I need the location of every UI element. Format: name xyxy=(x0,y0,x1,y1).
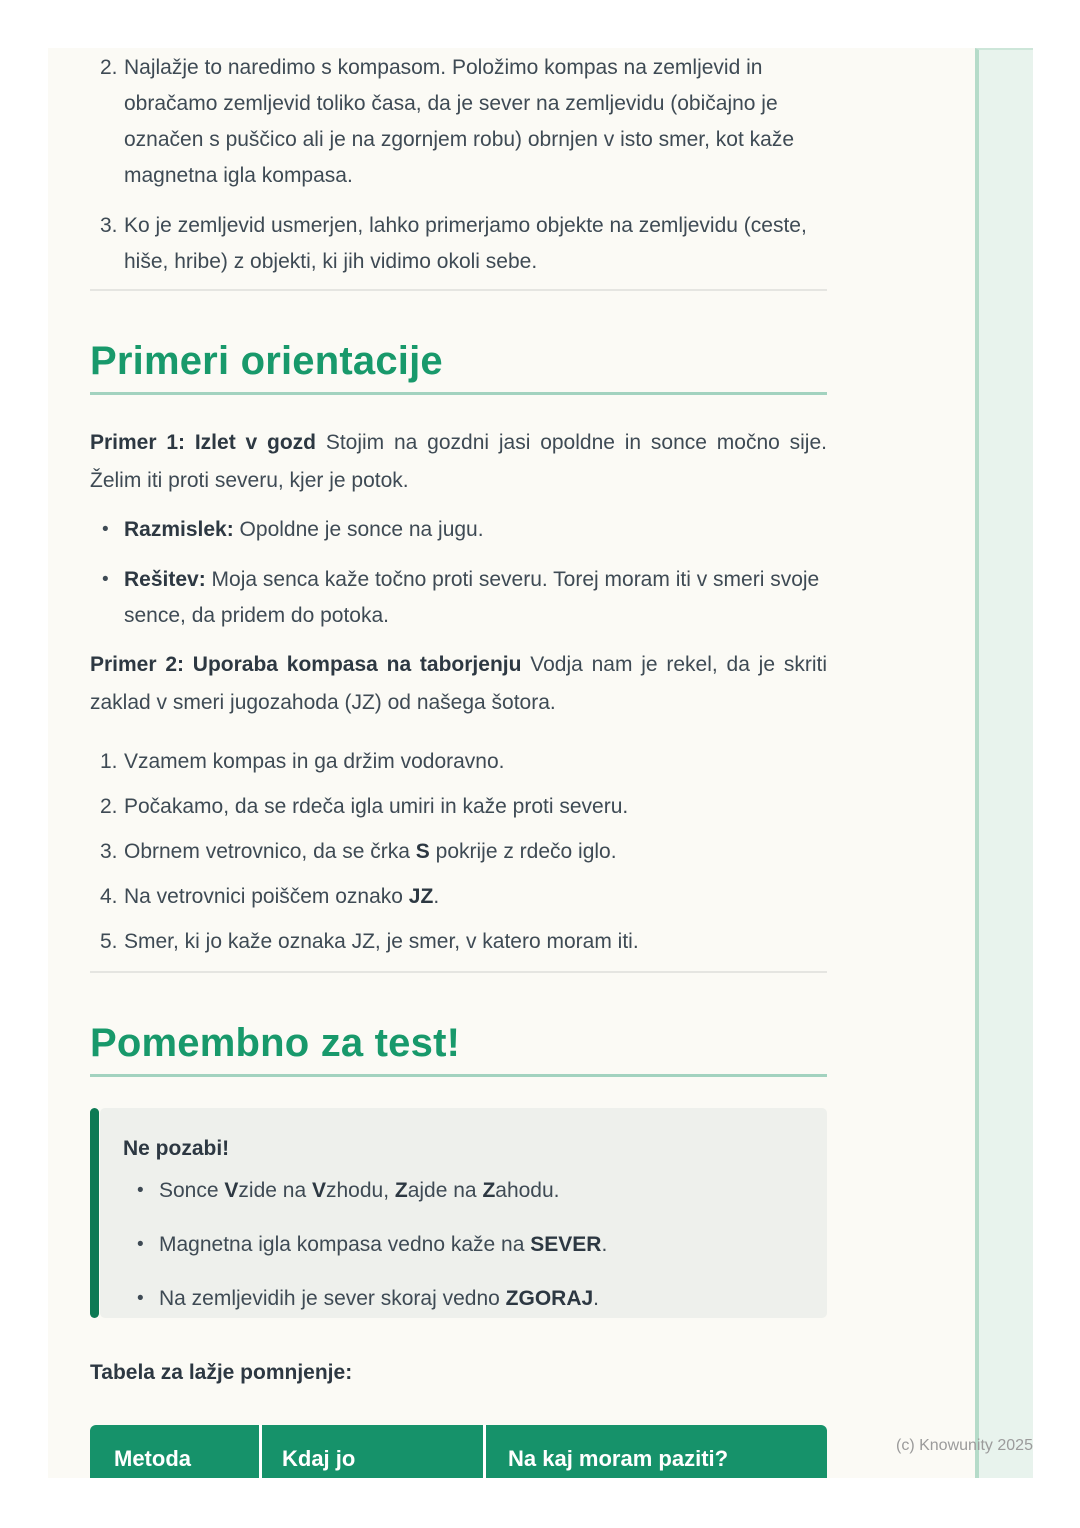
list-item xyxy=(90,789,827,825)
list-item-text: Na vetrovnici poiščem oznako JZ. xyxy=(124,885,440,908)
section-test-header xyxy=(90,1020,827,1077)
bullet-dot: • xyxy=(102,569,109,590)
list-item xyxy=(123,1228,797,1262)
heading-underline xyxy=(90,392,827,395)
list-item-text: Smer, ki jo kaže oznaka JZ, je smer, v katero moram iti. xyxy=(124,930,639,953)
callout-title: Ne pozabi! xyxy=(123,1137,230,1160)
list-marker: 4. xyxy=(100,885,118,908)
heading-underline xyxy=(90,1074,827,1077)
list-item xyxy=(90,834,827,870)
section-title-test: Pomembno za test! xyxy=(90,1021,461,1065)
list-item xyxy=(123,1282,797,1316)
list-item-text: Na zemljevidih je sever skoraj vedno ZGORAJ. xyxy=(159,1287,600,1310)
table-header-text: Kdaj jo xyxy=(282,1446,356,1471)
list-item-text: Najlažje to naredimo s kompasom. Položimo kompas na zemljevid in obračamo zemljevid toliko časa, da je sever na zemljevidu (običajno je označen s puščico ali je na zgornjem robu) obrnjen v isto smer, kot kaže magnetna igla kompasa. xyxy=(124,56,795,187)
table-header-cell-kdaj xyxy=(262,1425,486,1478)
list-item xyxy=(90,512,827,548)
bullet-dot: • xyxy=(137,1288,144,1309)
list-item-text: Sonce Vzide na Vzhodu, Zajde na Zahodu. xyxy=(159,1179,560,1202)
list-marker: 3. xyxy=(100,214,118,237)
list-item-text: Vzamem kompas in ga držim vodoravno. xyxy=(124,750,505,773)
list-item xyxy=(90,879,827,915)
list-item xyxy=(90,744,827,780)
list-marker: 2. xyxy=(100,56,118,79)
list-marker: 2. xyxy=(100,795,118,818)
list-item xyxy=(90,208,827,280)
callout-box xyxy=(100,1108,827,1318)
intro-ordered-list xyxy=(90,50,827,294)
bullet-dot: • xyxy=(102,519,109,540)
compass-steps-list xyxy=(90,744,827,969)
list-marker: 5. xyxy=(100,930,118,953)
next-page-edge-stripe xyxy=(975,48,1033,1478)
list-item-text: Počakamo, da se rdeča igla umiri in kaže proti severu. xyxy=(124,795,629,818)
example2-paragraph: Primer 2: Uporaba kompasa na taborjenju Vodja nam je rekel, da je skriti zaklad v smeri jugozahoda (JZ) od našega šotora. xyxy=(90,653,827,714)
list-marker: 3. xyxy=(100,840,118,863)
example1-paragraph: Primer 1: Izlet v gozd Stojim na gozdni jasi opoldne in sonce močno sije. Želim iti proti severu, kjer je potok. xyxy=(90,431,827,492)
list-item-text: Obrnem vetrovnico, da se črka S pokrije z rdečo iglo. xyxy=(124,840,617,863)
list-item-text: Rešitev: Moja senca kaže točno proti severu. Torej moram iti v smeri svoje sence, da pridem do potoka. xyxy=(124,568,820,627)
table-header-text: Metoda xyxy=(114,1446,191,1471)
section-title-primeri: Primeri orientacije xyxy=(90,339,443,383)
table-header-cell-metoda xyxy=(90,1425,262,1478)
bullet-dot: • xyxy=(137,1234,144,1255)
callout-container xyxy=(90,1108,827,1318)
memory-table-header xyxy=(90,1425,827,1478)
table-label: Tabela za lažje pomnjenje: xyxy=(90,1361,353,1384)
bullet-dot: • xyxy=(137,1180,144,1201)
section-divider xyxy=(90,971,827,973)
table-header-text: Na kaj moram paziti? xyxy=(508,1446,729,1471)
list-item-text: Ko je zemljevid usmerjen, lahko primerjamo objekte na zemljevidu (ceste, hiše, hribe) z objekti, ki jih vidimo okoli sebe. xyxy=(124,214,807,273)
list-item-text: Magnetna igla kompasa vedno kaže na SEVER. xyxy=(159,1233,608,1256)
copyright-watermark: (c) Knowunity 2025 xyxy=(896,1437,1033,1454)
section-divider xyxy=(90,289,827,291)
callout-accent-bar xyxy=(90,1108,99,1318)
example1-bullet-list xyxy=(90,512,827,648)
list-marker: 1. xyxy=(100,750,118,773)
list-item xyxy=(123,1174,797,1208)
list-item-text: Razmislek: Opoldne je sonce na jugu. xyxy=(124,518,484,541)
table-header-cell-paziti xyxy=(486,1425,827,1478)
list-item xyxy=(90,50,827,194)
list-item xyxy=(90,924,827,960)
list-item xyxy=(90,562,827,634)
callout-bullet-list xyxy=(123,1174,797,1316)
section-primeri-header xyxy=(90,338,827,395)
document-page xyxy=(48,48,975,1478)
